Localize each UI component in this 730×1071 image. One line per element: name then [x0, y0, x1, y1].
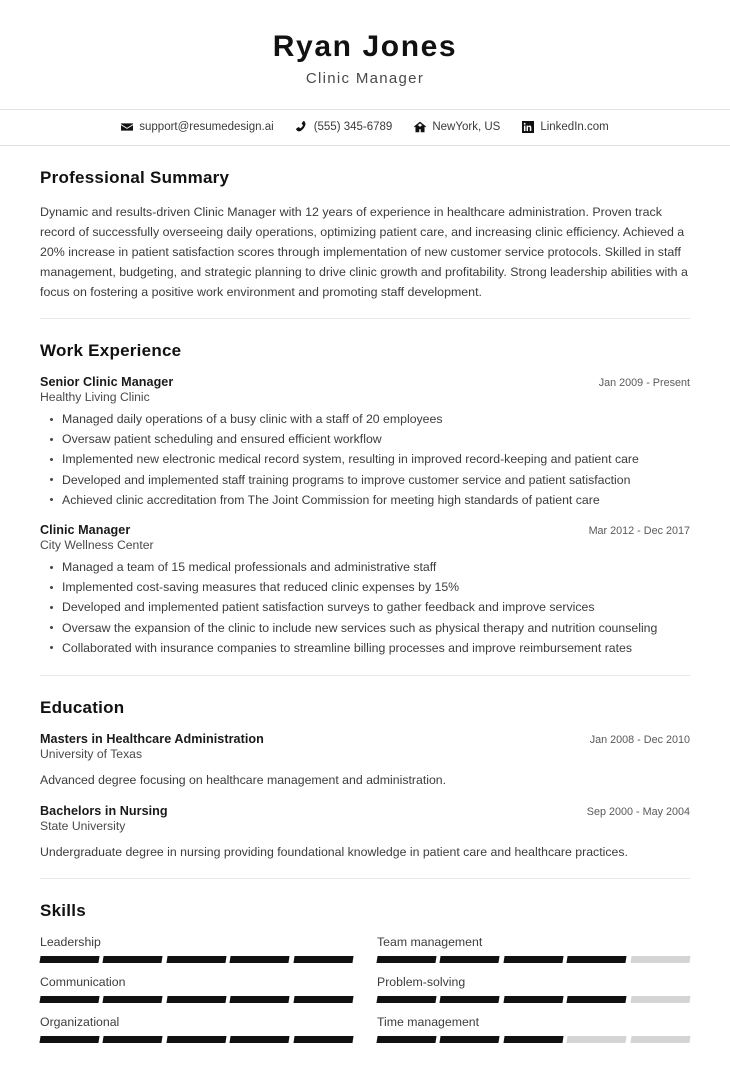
skill-segment: [39, 996, 100, 1003]
contact-phone[interactable]: [296, 121, 393, 133]
skill-segment: [293, 956, 354, 963]
list-item: Oversaw patient scheduling and ensured efficient workflow: [62, 430, 690, 448]
section-education: [40, 676, 690, 879]
skill-segment: [103, 996, 164, 1003]
experience-entry-head: [40, 523, 690, 537]
skill-segment: [630, 956, 691, 963]
skill-segment: [376, 996, 437, 1003]
summary-text: Dynamic and results-driven Clinic Manager with 12 years of experience in healthcare administration. Proven track record of successfully overseeing daily operations, optimizing patient care, and increasing clinic efficiency. Achieved a 20% increase in patient satisfaction scores through implementation of new customer service protocols. Skilled in staff management, budgeting, and strategic planning to drive clinic growth and profitability. Strong leadership abilities with a focus on fostering a positive work environment and promoting staff development.: [40, 204, 688, 299]
skill-segment: [39, 1036, 100, 1043]
skill-item: [40, 935, 353, 975]
education-degree: Masters in Healthcare Administration: [40, 731, 264, 746]
education-description: Advanced degree focusing on healthcare management and administration.: [40, 772, 447, 787]
list-item: Managed a team of 15 medical professionals and administrative staff: [62, 558, 690, 576]
skill-segment: [567, 1036, 628, 1043]
education-school: University of Texas: [40, 746, 143, 761]
section-title-summary: Professional Summary: [40, 167, 230, 187]
contact-location-label: NewYork, US: [432, 120, 501, 133]
experience-role: Senior Clinic Manager: [40, 375, 174, 390]
education-description: Undergraduate degree in nursing providing foundational knowledge in patient care and healthcare practices.: [40, 844, 628, 859]
list-item: Developed and implemented staff training programs to improve customer service and patient satisfaction: [62, 471, 690, 489]
experience-date: Jan 2009 - Present: [598, 377, 690, 390]
skill-segment: [293, 996, 354, 1003]
skill-rating-bar: [377, 956, 690, 963]
skill-item: [40, 1015, 353, 1055]
skill-item: [377, 975, 690, 1015]
list-item: Developed and implemented patient satisfaction surveys to gather feedback and improve services: [62, 598, 690, 616]
skills-grid: [40, 935, 690, 1055]
skill-rating-bar: [377, 996, 690, 1003]
skill-label: Communication: [40, 975, 126, 990]
skill-segment: [630, 1036, 691, 1043]
skill-rating-bar: [40, 996, 353, 1003]
resume-header: [0, 0, 730, 109]
skill-label: Time management: [377, 1015, 480, 1030]
education-entry-head: [40, 804, 690, 818]
experience-org: Healthy Living Clinic: [40, 390, 150, 405]
experience-role: Clinic Manager: [40, 523, 131, 537]
skill-segment: [166, 1036, 227, 1043]
education-school: State University: [40, 818, 126, 833]
section-professional-summary: [40, 146, 690, 319]
list-item: Oversaw the expansion of the clinic to include new services such as physical therapy and nutrition counseling: [62, 619, 690, 637]
contact-email[interactable]: [121, 121, 273, 133]
skill-label: Team management: [377, 935, 483, 950]
list-item: Managed daily operations of a busy clinic with a staff of 20 employees: [62, 410, 690, 428]
skill-label: Problem-solving: [377, 975, 466, 990]
candidate-job-title: Clinic Manager: [305, 69, 425, 87]
skill-segment: [503, 996, 564, 1003]
candidate-name: Ryan Jones: [272, 30, 458, 63]
education-date: Sep 2000 - May 2004: [586, 805, 690, 818]
contact-location[interactable]: [414, 121, 500, 133]
phone-icon: [296, 121, 308, 133]
section-title-experience: Work Experience: [40, 341, 182, 361]
experience-bullets: [40, 410, 690, 509]
skill-segment: [376, 956, 437, 963]
list-item: Collaborated with insurance companies to streamline billing processes and improve reimbursement rates: [62, 639, 690, 657]
linkedin-icon: [522, 121, 534, 133]
skill-item: [377, 1015, 690, 1055]
contact-phone-label: (555) 345-6789: [313, 120, 393, 133]
skill-segment: [166, 956, 227, 963]
skill-segment: [103, 1036, 164, 1043]
home-icon: [414, 121, 426, 133]
experience-org: City Wellness Center: [40, 538, 154, 552]
education-entry-head: [40, 732, 690, 746]
list-item: Implemented cost-saving measures that reduced clinic expenses by 15%: [62, 578, 690, 596]
skill-item: [377, 935, 690, 975]
experience-entry: [40, 375, 690, 509]
skill-segment: [630, 996, 691, 1003]
skill-segment: [376, 1036, 437, 1043]
skill-segment: [39, 956, 100, 963]
skill-rating-bar: [40, 956, 353, 963]
skill-segment: [440, 1036, 501, 1043]
experience-entry: [40, 523, 690, 657]
skill-segment: [230, 956, 291, 963]
section-title-education: Education: [40, 697, 125, 717]
education-entry: [40, 804, 690, 862]
section-title-skills: Skills: [40, 901, 86, 921]
experience-entry-head: [40, 375, 690, 389]
resume-body: [0, 146, 730, 1071]
skill-segment: [567, 956, 628, 963]
skill-segment: [166, 996, 227, 1003]
contact-bar: [0, 109, 730, 146]
education-entry: [40, 732, 690, 790]
section-work-experience: [40, 319, 690, 676]
experience-date: Mar 2012 - Dec 2017: [588, 525, 690, 537]
list-item: Achieved clinic accreditation from The Joint Commission for meeting high standards of patient care: [62, 491, 690, 509]
skill-segment: [503, 956, 564, 963]
skill-item: [40, 975, 353, 1015]
skill-label: Organizational: [40, 1015, 120, 1030]
envelope-icon: [121, 121, 133, 133]
skill-segment: [230, 1036, 291, 1043]
section-skills: [40, 879, 690, 1071]
skill-rating-bar: [40, 1036, 353, 1043]
skill-segment: [440, 996, 501, 1003]
skill-label: Leadership: [40, 935, 101, 950]
contact-linkedin-label: LinkedIn.com: [540, 120, 609, 133]
skill-segment: [103, 956, 164, 963]
skill-segment: [440, 956, 501, 963]
contact-email-label: support@resumedesign.ai: [139, 120, 274, 133]
skill-segment: [567, 996, 628, 1003]
skill-segment: [230, 996, 291, 1003]
contact-linkedin[interactable]: [522, 121, 608, 133]
skill-segment: [293, 1036, 354, 1043]
experience-bullets: [40, 558, 690, 657]
skill-segment: [503, 1036, 564, 1043]
list-item: Implemented new electronic medical record system, resulting in improved record-keeping and patient care: [62, 450, 690, 468]
education-date: Jan 2008 - Dec 2010: [589, 733, 690, 746]
education-degree: Bachelors in Nursing: [40, 803, 168, 818]
skill-rating-bar: [377, 1036, 690, 1043]
